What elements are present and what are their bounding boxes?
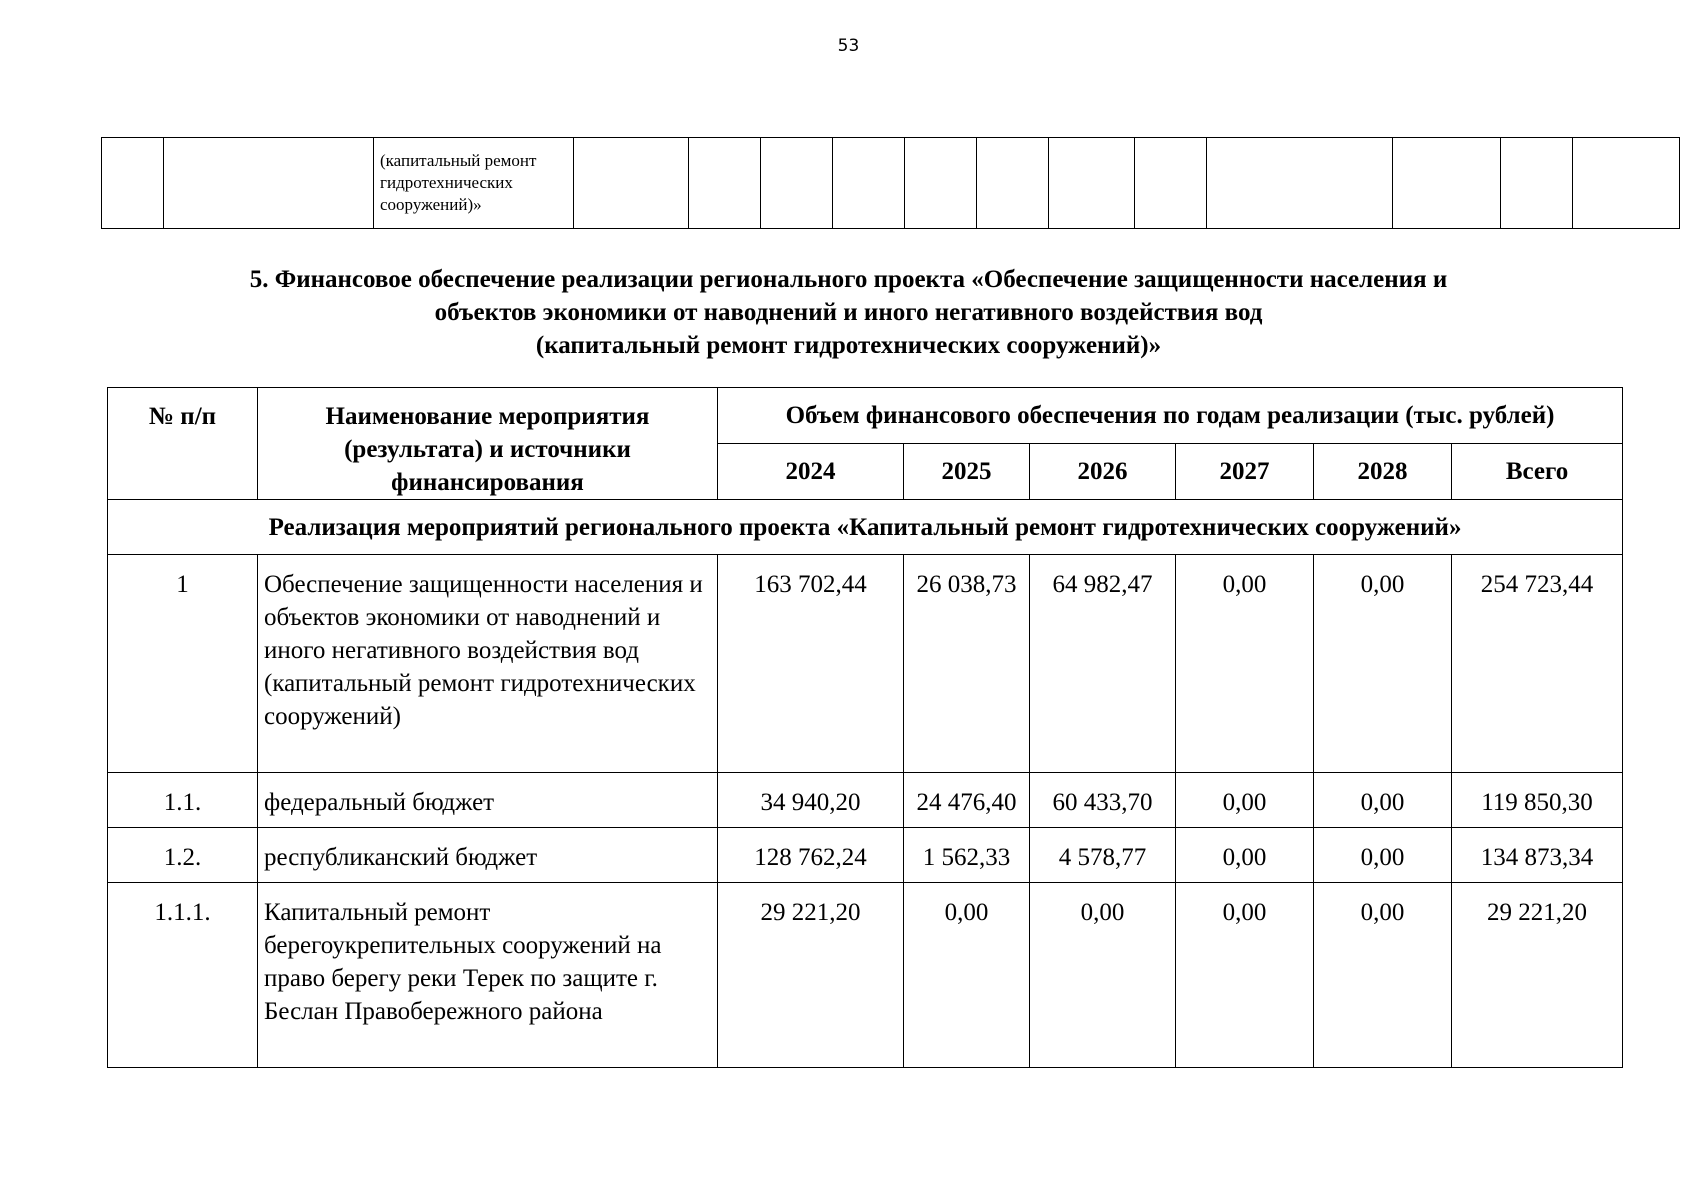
- table-cell: [1573, 138, 1680, 229]
- row-total: 119 850,30: [1452, 773, 1623, 828]
- row-value: 24 476,40: [904, 773, 1030, 828]
- header-volume: Объем финансового обеспечения по годам реализации (тыс. рублей): [718, 388, 1623, 444]
- table-cell: [1135, 138, 1207, 229]
- table-cell: [1501, 138, 1573, 229]
- row-num: 1.2.: [108, 828, 258, 883]
- table-cell: [833, 138, 905, 229]
- row-value: 29 221,20: [718, 883, 904, 1068]
- section-title: [0, 263, 1697, 362]
- table-cell: [574, 138, 689, 229]
- table-cell: [1049, 138, 1135, 229]
- row-value: 163 702,44: [718, 555, 904, 773]
- row-value: 1 562,33: [904, 828, 1030, 883]
- financing-table: [107, 387, 1623, 1068]
- continuation-text: (капитальный ремонт гидротехнических сооружений)»: [374, 138, 574, 229]
- row-value: 0,00: [1176, 883, 1314, 1068]
- continuation-row: [102, 138, 1680, 229]
- header-year: 2028: [1314, 444, 1452, 500]
- header-name: Наименование мероприятия (результата) и источники финансирования: [258, 388, 718, 500]
- row-num: 1.1.: [108, 773, 258, 828]
- header-year: 2026: [1030, 444, 1176, 500]
- row-value: 0,00: [1176, 555, 1314, 773]
- row-total: 29 221,20: [1452, 883, 1623, 1068]
- table-cell: [689, 138, 761, 229]
- row-value: 0,00: [1314, 883, 1452, 1068]
- row-name: Капитальный ремонт берегоукрепительных сооружений на право берегу реки Терек по защите г. Беслан Правобережного района: [258, 883, 718, 1068]
- row-value: 60 433,70: [1030, 773, 1176, 828]
- row-total: 254 723,44: [1452, 555, 1623, 773]
- header-year: 2024: [718, 444, 904, 500]
- section-row-label: Реализация мероприятий регионального проекта «Капитальный ремонт гидротехнических сооружений»: [108, 500, 1623, 555]
- row-num: 1: [108, 555, 258, 773]
- table-cell: [761, 138, 833, 229]
- row-value: 0,00: [1176, 773, 1314, 828]
- table-cell: [977, 138, 1049, 229]
- table-cell: [102, 138, 164, 229]
- table-cell: [905, 138, 977, 229]
- section-title-line: объектов экономики от наводнений и иного негативного воздействия вод: [434, 299, 1263, 326]
- header-year: 2027: [1176, 444, 1314, 500]
- header-total: Всего: [1452, 444, 1623, 500]
- section-row: [108, 500, 1623, 555]
- table-cell: [1393, 138, 1501, 229]
- table-row: [108, 828, 1623, 883]
- header-year: 2025: [904, 444, 1030, 500]
- table-row: [108, 555, 1623, 773]
- header-num: № п/п: [108, 388, 258, 500]
- table-row: [108, 773, 1623, 828]
- row-value: 0,00: [1314, 555, 1452, 773]
- row-name: Обеспечение защищенности населения и объектов экономики от наводнений и иного негативного воздействия вод (капитальный ремонт гидротехнических сооружений): [258, 555, 718, 773]
- row-value: 0,00: [1030, 883, 1176, 1068]
- table-cell: [1207, 138, 1393, 229]
- row-total: 134 873,34: [1452, 828, 1623, 883]
- row-value: 4 578,77: [1030, 828, 1176, 883]
- section-title-line: (капитальный ремонт гидротехнических сооружений)»: [535, 332, 1162, 359]
- row-value: 0,00: [1176, 828, 1314, 883]
- page-number: 53: [837, 36, 860, 56]
- row-value: 128 762,24: [718, 828, 904, 883]
- row-value: 0,00: [904, 883, 1030, 1068]
- row-value: 64 982,47: [1030, 555, 1176, 773]
- row-value: 0,00: [1314, 773, 1452, 828]
- row-value: 34 940,20: [718, 773, 904, 828]
- row-num: 1.1.1.: [108, 883, 258, 1068]
- table-row: [108, 883, 1623, 1068]
- table-cell: [164, 138, 374, 229]
- row-name: республиканский бюджет: [258, 828, 718, 883]
- row-name: федеральный бюджет: [258, 773, 718, 828]
- row-value: 0,00: [1314, 828, 1452, 883]
- row-value: 26 038,73: [904, 555, 1030, 773]
- table-header-row: [108, 388, 1623, 444]
- section-title-line: 5. Финансовое обеспечение реализации регионального проекта «Обеспечение защищенности населения и: [249, 266, 1448, 293]
- continuation-table: [101, 137, 1680, 229]
